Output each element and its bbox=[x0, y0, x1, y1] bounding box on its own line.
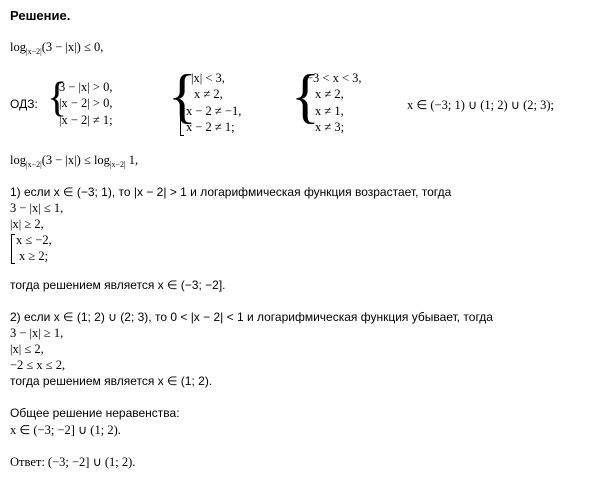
log-base: |x−2| bbox=[25, 47, 42, 56]
odz-system3-line: −3 < x < 3, bbox=[306, 71, 362, 85]
odz-system3-brace: { bbox=[291, 63, 320, 129]
odz-system2-line: x ≠ 2, bbox=[194, 87, 223, 101]
log-base: |x−2| bbox=[25, 160, 42, 169]
log-symbol: log bbox=[93, 153, 110, 167]
case2-line: 3 − |x| ≥ 1, bbox=[10, 326, 64, 340]
case1-bracket-line: x ≤ −2, bbox=[16, 233, 52, 247]
odz-system3-line: x ≠ 3; bbox=[315, 120, 345, 134]
log-symbol: log bbox=[10, 40, 26, 54]
rewritten-inequality bbox=[10, 153, 138, 168]
odz-system1-brace: { bbox=[47, 75, 68, 121]
odz-system3-line: x ≠ 2, bbox=[315, 87, 344, 101]
general-solution-value: x ∈ (−3; −2] ∪ (1; 2). bbox=[10, 423, 121, 437]
solution-title: Решение. bbox=[10, 8, 71, 23]
odz-system2-brace: { bbox=[168, 63, 197, 129]
case2-intro: 2) если x ∈ (1; 2) ∪ (2; 3), то 0 < |x − 2| < 1 и логарифмическая функция убывает, тогда bbox=[10, 310, 493, 324]
log-argument: (3 − |x|) ≤ bbox=[41, 153, 94, 167]
initial-inequality bbox=[10, 40, 103, 55]
log-base: |x−2| bbox=[109, 160, 126, 169]
case1-bracket bbox=[11, 234, 15, 264]
case1-line: 3 − |x| ≤ 1, bbox=[10, 201, 64, 215]
case1-conclusion: тогда решением является x ∈ (−3; −2]. bbox=[10, 278, 226, 292]
case2-line: −2 ≤ x ≤ 2, bbox=[10, 358, 66, 372]
log-argument: (3 − |x|) ≤ 0, bbox=[41, 40, 104, 54]
odz-system1-line: |x − 2| > 0, bbox=[59, 96, 113, 110]
odz-system2-line: x − 2 ≠ −1, bbox=[186, 104, 242, 118]
odz-system3-line: x ≠ 1, bbox=[315, 104, 344, 118]
log-argument: 1, bbox=[125, 153, 139, 167]
case2-conclusion: тогда решением является x ∈ (1; 2). bbox=[10, 374, 213, 388]
odz-system2-line: x − 2 ≠ 1; bbox=[186, 120, 235, 134]
answer: Ответ: (−3; −2] ∪ (1; 2). bbox=[10, 455, 136, 469]
case2-line: |x| ≤ 2, bbox=[10, 342, 44, 356]
log-symbol: log bbox=[10, 153, 26, 167]
odz-system2-bracket bbox=[180, 105, 184, 136]
case1-intro: 1) если x ∈ (−3; 1), то |x − 2| > 1 и логарифмическая функция возрастает, тогда bbox=[10, 185, 452, 199]
general-solution-label: Общее решение неравенства: bbox=[10, 406, 180, 420]
odz-system1-line: 3 − |x| > 0, bbox=[59, 80, 113, 94]
odz-system1-line: |x − 2| ≠ 1; bbox=[59, 113, 113, 127]
odz-result: x ∈ (−3; 1) ∪ (1; 2) ∪ (2; 3); bbox=[407, 98, 554, 112]
case1-bracket-line: x ≥ 2; bbox=[19, 249, 49, 263]
odz-system2-line: |x| < 3, bbox=[191, 71, 225, 85]
case1-line: |x| ≥ 2, bbox=[10, 217, 44, 231]
odz-label: ОДЗ: bbox=[10, 97, 38, 111]
